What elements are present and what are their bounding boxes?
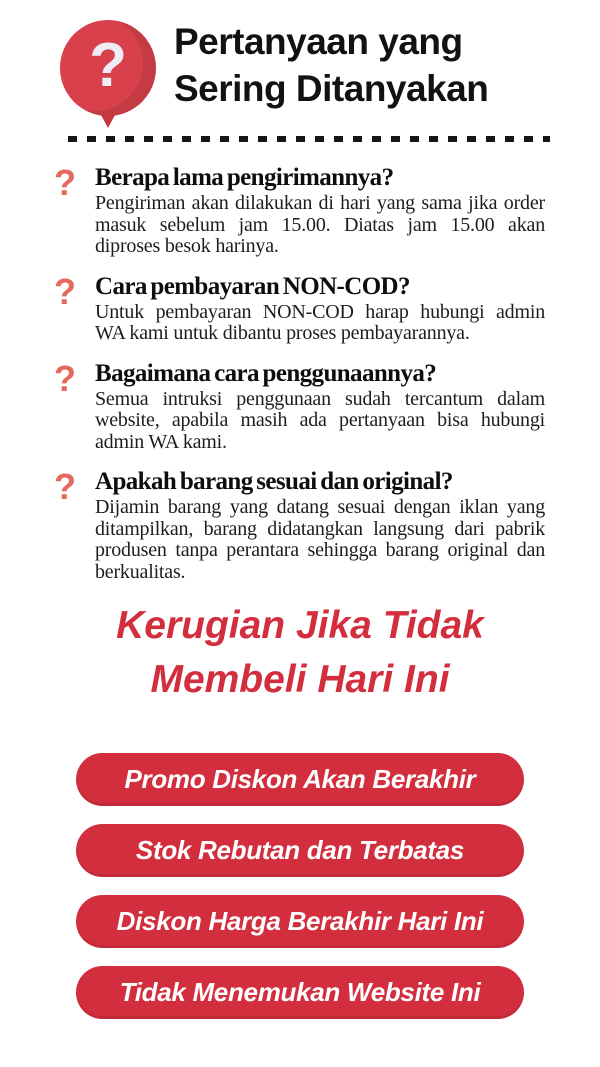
faq-answer: Pengiriman akan dilakukan di hari yang sama jika order masuk sebelum jam 15.00. Diatas jam 15.00 akan diproses besok harinya. bbox=[95, 192, 545, 257]
urgency-buttons bbox=[0, 753, 600, 1019]
faq-item-text bbox=[95, 164, 545, 258]
urgency-heading-line1: Kerugian Jika Tidak bbox=[116, 604, 484, 647]
urgency-pill-button[interactable]: Stok Rebutan dan Terbatas bbox=[76, 824, 524, 877]
question-balloon-icon bbox=[58, 12, 158, 124]
faq-answer: Untuk pembayaran NON-COD harap hubungi admin WA kami untuk dibantu proses pembayarannya. bbox=[95, 300, 545, 344]
faq-question: Apakah barang sesuai dan original? bbox=[95, 468, 453, 495]
question-mark-icon: ? bbox=[54, 466, 76, 507]
faq-answer: Semua intruksi penggunaan sudah tercantum dalam website, apabila masih ada pertanyaan bisa hubungi admin WA kami. bbox=[95, 387, 545, 453]
question-mark-icon: ? bbox=[54, 357, 76, 399]
urgency-pill-button[interactable]: Promo Diskon Akan Berakhir bbox=[76, 753, 524, 806]
urgency-heading bbox=[0, 599, 600, 707]
faq-question: Berapa lama pengirimannya? bbox=[95, 164, 394, 191]
question-mark-icon: ? bbox=[54, 270, 76, 312]
balloon-circle bbox=[60, 20, 156, 116]
page-title bbox=[174, 18, 488, 112]
faq-item bbox=[54, 468, 545, 583]
faq-item-text bbox=[95, 273, 545, 345]
page-title-line1: Pertanyaan yang bbox=[174, 21, 463, 62]
faq-item bbox=[54, 164, 545, 258]
faq-item-text bbox=[95, 360, 545, 454]
faq-question: Cara pembayaran NON-COD? bbox=[95, 272, 410, 300]
faq-item bbox=[54, 270, 545, 345]
faq-item bbox=[54, 357, 545, 454]
urgency-pill-button[interactable]: Diskon Harga Berakhir Hari Ini bbox=[76, 895, 524, 948]
faq-item-text bbox=[95, 468, 545, 583]
page-title-line2: Sering Ditanyakan bbox=[174, 68, 489, 109]
header bbox=[0, 0, 600, 124]
urgency-pill-button[interactable]: Tidak Menemukan Website Ini bbox=[76, 966, 524, 1019]
question-mark-icon: ? bbox=[54, 162, 76, 203]
faq-list bbox=[0, 142, 600, 583]
faq-answer: Dijamin barang yang datang sesuai dengan iklan yang ditampilkan, barang didatangkan langsung dari pabrik produsen tanpa perantara sehingga barang original dan berkualitas. bbox=[95, 496, 545, 583]
urgency-heading-line2: Membeli Hari Ini bbox=[150, 658, 450, 701]
faq-question: Bagaimana cara penggunaannya? bbox=[95, 359, 437, 387]
question-glyph: ? bbox=[89, 31, 127, 100]
